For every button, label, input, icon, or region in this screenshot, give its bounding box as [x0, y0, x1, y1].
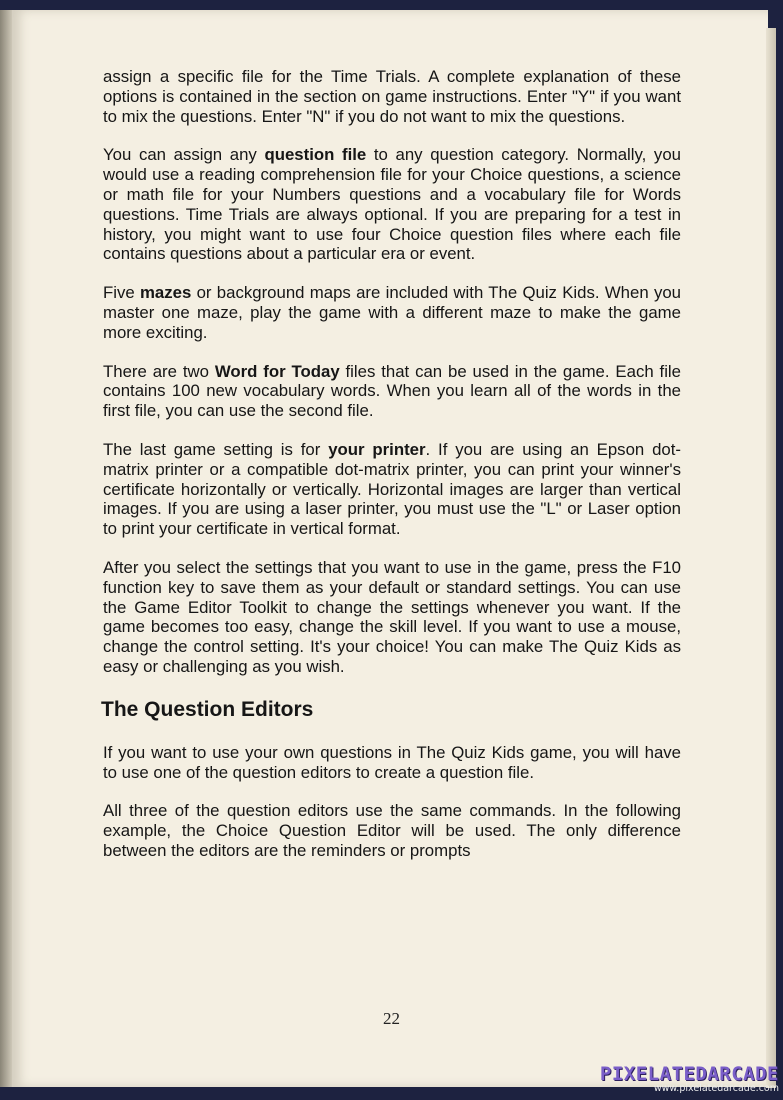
bold-term: Word for Today — [214, 361, 340, 381]
paragraph-text: Five — [103, 283, 140, 303]
paragraph-text: . If you are using an Epson dot-matrix printer or a compatible dot-matrix printer, you can print your winner's certificate horizontally or vertically. Horizontal images are larger than vertical images. If you are using a laser printer, you must use the "L" or Laser option to print your certificate in vertical format. — [103, 439, 681, 539]
watermark-url: www.pixelatedarcade.com — [653, 1083, 779, 1094]
paragraph-text: You can assign any — [103, 145, 265, 165]
paragraph-editors-commands: All three of the question editors use the same commands. In the following example, the Choice Question Editor will be used. The only difference between the editors are the reminders or prompts — [103, 801, 681, 860]
page-number: 22 — [383, 1009, 400, 1028]
paragraph-text: files that can be used in the game. Each file contains 100 new vocabulary words. When you learn all of the words in the first file, you can use the second file. — [103, 361, 681, 421]
paragraph-text: The last game setting is for — [103, 439, 329, 459]
paragraph-time-trials: assign a specific file for the Time Trials. A complete explanation of these options is contained in the section on game instructions. Enter "Y" if you want to mix the questions. Enter "N" if you do not want to mix the questions. — [103, 67, 681, 126]
paragraph-text: There are two — [103, 361, 215, 381]
watermark-logo: PIXELATEDARCADE — [599, 1063, 779, 1085]
paragraph-text: or background maps are included with The Quiz Kids. When you master one maze, play the game with a different maze to make the game more exciting. — [103, 283, 682, 342]
paragraph-question-file — [103, 145, 681, 264]
bold-term: question file — [264, 145, 367, 165]
bold-term: mazes — [140, 283, 192, 303]
bold-term: your printer — [328, 439, 426, 459]
section-heading: The Question Editors — [101, 697, 314, 721]
paragraph-text: to any question category. Normally, you would use a reading comprehension file for your Choice questions, a science or math file for your Numbers questions and a vocabulary file for Words questions. Time Trials are always optional. If you are preparing for a test in history, you might want to use four Choice question files where each file contains questions about a particular era or event. — [103, 145, 681, 264]
paragraph-word-for-today — [103, 362, 681, 421]
paragraph-settings: After you select the settings that you want to use in the game, press the F10 function key to save them as your default or standard settings. You can use the Game Editor Toolkit to change the settings whenever you want. If the game becomes too easy, change the skill level. If you want to use a mouse, change the control setting. It's your choice! You can make The Quiz Kids as easy or challenging as you wish. — [103, 557, 681, 676]
watermark — [600, 1063, 779, 1094]
paragraph-mazes — [103, 283, 681, 342]
page-edge — [766, 28, 776, 1088]
page-content — [103, 67, 681, 880]
paragraph-printer — [103, 440, 681, 539]
paragraph-editors-intro: If you want to use your own questions in The Quiz Kids game, you will have to use one of the question editors to create a question file. — [103, 742, 681, 782]
